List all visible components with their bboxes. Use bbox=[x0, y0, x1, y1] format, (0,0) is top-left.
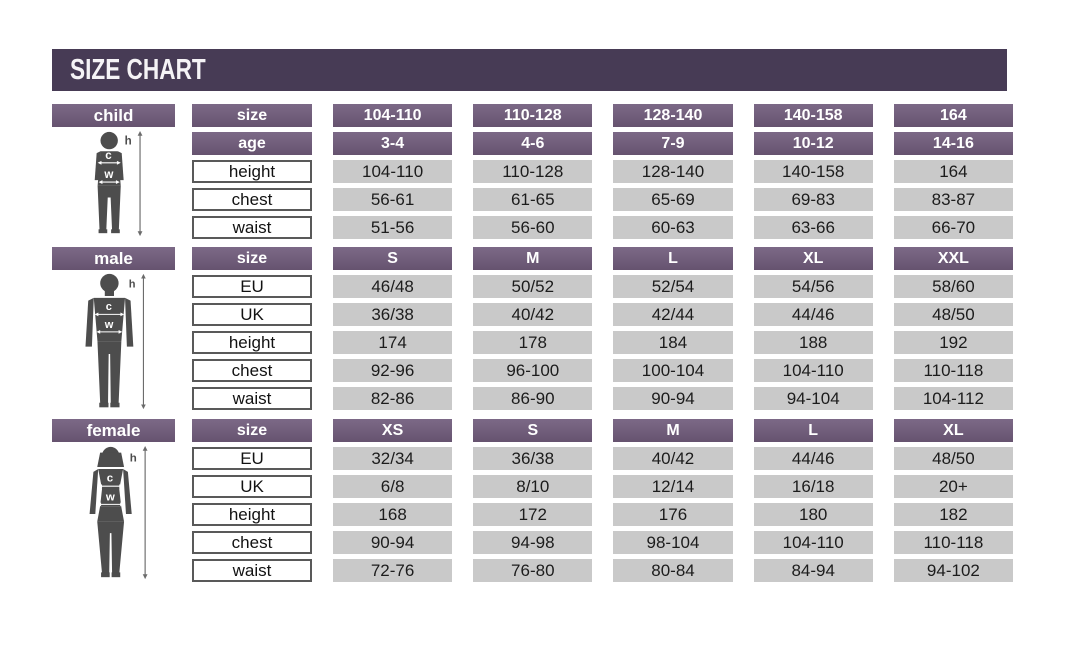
male-uk-value-0: 36/38 bbox=[333, 303, 452, 326]
child-size-value-2: 128-140 bbox=[613, 104, 732, 127]
child-silhouette-icon bbox=[64, 130, 164, 238]
male-height-value-2: 184 bbox=[613, 331, 732, 354]
male-uk-value-1: 40/42 bbox=[473, 303, 592, 326]
male-figure bbox=[52, 270, 175, 411]
female-size-value-4: XL bbox=[894, 419, 1013, 442]
child-waist-value-4: 66-70 bbox=[894, 216, 1013, 239]
child-age-value-3: 10-12 bbox=[754, 132, 873, 155]
child-row-label-chest: chest bbox=[192, 188, 312, 211]
child-waist-value-0: 51-56 bbox=[333, 216, 452, 239]
male-uk-value-3: 44/46 bbox=[754, 303, 873, 326]
c-label: c bbox=[104, 149, 112, 162]
male-waist-value-2: 90-94 bbox=[613, 387, 732, 410]
male-silhouette-icon bbox=[64, 273, 164, 411]
male-row-label-waist: waist bbox=[192, 387, 312, 410]
female-waist-value-1: 76-80 bbox=[473, 559, 592, 582]
male-height-value-0: 174 bbox=[333, 331, 452, 354]
male-row-label-eu: EU bbox=[192, 275, 312, 298]
male-waist-value-3: 94-104 bbox=[754, 387, 873, 410]
female-height-value-4: 182 bbox=[894, 503, 1013, 526]
male-size-value-0: S bbox=[333, 247, 452, 270]
page-title: SIZE CHART bbox=[70, 53, 206, 86]
male-chest-value-0: 92-96 bbox=[333, 359, 452, 382]
child-age-value-2: 7-9 bbox=[613, 132, 732, 155]
male-row-label-height: height bbox=[192, 331, 312, 354]
female-height-value-2: 176 bbox=[613, 503, 732, 526]
child-row-label-age: age bbox=[192, 132, 312, 155]
female-row-label-eu: EU bbox=[192, 447, 312, 470]
section-female-left bbox=[52, 419, 175, 582]
child-size-value-3: 140-158 bbox=[754, 104, 873, 127]
section-male-left bbox=[52, 247, 175, 411]
female-row-label-size: size bbox=[192, 419, 312, 442]
child-row-label-size: size bbox=[192, 104, 312, 127]
male-chest-value-4: 110-118 bbox=[894, 359, 1013, 382]
child-chest-value-2: 65-69 bbox=[613, 188, 732, 211]
male-eu-value-2: 52/54 bbox=[613, 275, 732, 298]
female-chest-value-3: 104-110 bbox=[754, 531, 873, 554]
male-waist-value-0: 82-86 bbox=[333, 387, 452, 410]
w-label: w bbox=[105, 491, 115, 504]
female-uk-value-3: 16/18 bbox=[754, 475, 873, 498]
child-size-value-0: 104-110 bbox=[333, 104, 452, 127]
child-size-table bbox=[192, 104, 1013, 239]
child-figure bbox=[52, 127, 175, 239]
female-chest-value-4: 110-118 bbox=[894, 531, 1013, 554]
male-chest-value-3: 104-110 bbox=[754, 359, 873, 382]
female-height-value-3: 180 bbox=[754, 503, 873, 526]
female-uk-value-1: 8/10 bbox=[473, 475, 592, 498]
female-row-label-uk: UK bbox=[192, 475, 312, 498]
male-size-value-4: XXL bbox=[894, 247, 1013, 270]
child-age-value-4: 14-16 bbox=[894, 132, 1013, 155]
child-chest-value-0: 56-61 bbox=[333, 188, 452, 211]
child-height-value-2: 128-140 bbox=[613, 160, 732, 183]
male-size-value-3: XL bbox=[754, 247, 873, 270]
male-size-value-1: M bbox=[473, 247, 592, 270]
section-child-left bbox=[52, 104, 175, 239]
section-label-female: female bbox=[52, 419, 175, 442]
child-size-value-4: 164 bbox=[894, 104, 1013, 127]
c-label: c bbox=[105, 300, 112, 313]
child-height-value-1: 110-128 bbox=[473, 160, 592, 183]
male-height-value-4: 192 bbox=[894, 331, 1013, 354]
female-eu-value-3: 44/46 bbox=[754, 447, 873, 470]
male-size-table bbox=[192, 247, 1013, 411]
section-male bbox=[52, 247, 1013, 411]
child-size-value-1: 110-128 bbox=[473, 104, 592, 127]
h-label: h bbox=[124, 135, 132, 148]
female-size-value-3: L bbox=[754, 419, 873, 442]
male-row-label-uk: UK bbox=[192, 303, 312, 326]
male-row-label-size: size bbox=[192, 247, 312, 270]
female-uk-value-2: 12/14 bbox=[613, 475, 732, 498]
child-waist-value-1: 56-60 bbox=[473, 216, 592, 239]
child-age-value-0: 3-4 bbox=[333, 132, 452, 155]
male-waist-value-1: 86-90 bbox=[473, 387, 592, 410]
female-uk-value-0: 6/8 bbox=[333, 475, 452, 498]
c-label: c bbox=[106, 472, 113, 485]
w-label: w bbox=[103, 169, 113, 182]
male-waist-value-4: 104-112 bbox=[894, 387, 1013, 410]
female-waist-value-0: 72-76 bbox=[333, 559, 452, 582]
male-height-value-1: 178 bbox=[473, 331, 592, 354]
child-height-value-0: 104-110 bbox=[333, 160, 452, 183]
male-eu-value-3: 54/56 bbox=[754, 275, 873, 298]
w-label: w bbox=[104, 319, 113, 332]
female-chest-value-1: 94-98 bbox=[473, 531, 592, 554]
male-uk-value-4: 48/50 bbox=[894, 303, 1013, 326]
female-row-label-chest: chest bbox=[192, 531, 312, 554]
female-eu-value-4: 48/50 bbox=[894, 447, 1013, 470]
female-height-value-0: 168 bbox=[333, 503, 452, 526]
female-figure bbox=[52, 442, 175, 582]
title-bar bbox=[52, 49, 1007, 91]
female-uk-value-4: 20+ bbox=[894, 475, 1013, 498]
female-waist-value-4: 94-102 bbox=[894, 559, 1013, 582]
female-waist-value-2: 80-84 bbox=[613, 559, 732, 582]
child-row-label-waist: waist bbox=[192, 216, 312, 239]
female-eu-value-1: 36/38 bbox=[473, 447, 592, 470]
content bbox=[52, 49, 1013, 582]
child-row-label-height: height bbox=[192, 160, 312, 183]
female-size-value-2: M bbox=[613, 419, 732, 442]
male-height-value-3: 188 bbox=[754, 331, 873, 354]
male-chest-value-2: 100-104 bbox=[613, 359, 732, 382]
male-size-value-2: L bbox=[613, 247, 732, 270]
h-label: h bbox=[129, 452, 137, 465]
male-eu-value-1: 50/52 bbox=[473, 275, 592, 298]
female-silhouette-icon bbox=[66, 445, 162, 581]
male-chest-value-1: 96-100 bbox=[473, 359, 592, 382]
male-eu-value-0: 46/48 bbox=[333, 275, 452, 298]
female-size-value-1: S bbox=[473, 419, 592, 442]
female-waist-value-3: 84-94 bbox=[754, 559, 873, 582]
female-row-label-height: height bbox=[192, 503, 312, 526]
section-female bbox=[52, 419, 1013, 582]
section-child bbox=[52, 104, 1013, 239]
child-height-value-3: 140-158 bbox=[754, 160, 873, 183]
female-size-value-0: XS bbox=[333, 419, 452, 442]
child-age-value-1: 4-6 bbox=[473, 132, 592, 155]
male-eu-value-4: 58/60 bbox=[894, 275, 1013, 298]
female-eu-value-2: 40/42 bbox=[613, 447, 732, 470]
child-height-value-4: 164 bbox=[894, 160, 1013, 183]
h-label: h bbox=[128, 278, 135, 291]
male-uk-value-2: 42/44 bbox=[613, 303, 732, 326]
child-waist-value-3: 63-66 bbox=[754, 216, 873, 239]
child-chest-value-4: 83-87 bbox=[894, 188, 1013, 211]
female-chest-value-2: 98-104 bbox=[613, 531, 732, 554]
female-size-table bbox=[192, 419, 1013, 582]
female-row-label-waist: waist bbox=[192, 559, 312, 582]
section-label-child: child bbox=[52, 104, 175, 127]
child-chest-value-3: 69-83 bbox=[754, 188, 873, 211]
female-height-value-1: 172 bbox=[473, 503, 592, 526]
section-label-male: male bbox=[52, 247, 175, 270]
male-row-label-chest: chest bbox=[192, 359, 312, 382]
child-waist-value-2: 60-63 bbox=[613, 216, 732, 239]
child-chest-value-1: 61-65 bbox=[473, 188, 592, 211]
female-chest-value-0: 90-94 bbox=[333, 531, 452, 554]
female-eu-value-0: 32/34 bbox=[333, 447, 452, 470]
